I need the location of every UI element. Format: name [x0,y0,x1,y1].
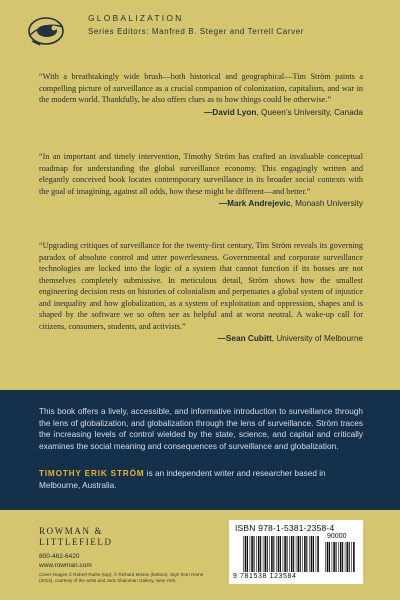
globe-logo-icon [26,11,66,51]
blurb-quote: “Upgrading critiques of surveillance for the twenty-first century, Tim Ström reveals its governing paradox of absolute control and utter powerlessness. Governmental and corporate surveillance technologies are locked into the logic of a system that cannot function if its bosses are not themselves completely submissive. In meticulous detail, Ström shows how the smallest engineering decision rests on histories of colonialism and perpetuates a global system of injustice and inequality and how globalization, as a system of exploitation and oppression, shapes and is shaped by the software we so often see as helpful and at worst neutral. A wake-up call for citizens, consumers, students, and activists.” [39,241,363,331]
isbn-addon-number: 90000 [327,533,347,540]
blurb-attribution [39,333,363,345]
author-bio-text: is an independent writer and researcher based in Melbourne, Australia. [39,469,326,490]
blurb-quote: “With a breathtakingly wide brush—both historical and geographical—Tim Ström paints a compelling picture of surveillance as a crucial companion of colonization, capitalism, and war in the modern world. Thankfully, he also offers clues as to how things could be otherwise.” [39,72,363,104]
blurb-attribution [39,198,363,210]
barcode-icon [243,536,319,572]
author-name: TIMOTHY ERIK STRÖM [39,469,145,478]
book-description: This book offers a lively, accessible, and informative introduction to surveillance through the lens of globalization, and globalization through the lens of surveillance. Ström traces the increasing levels of control wielded by the state, science, and capital and critically examines the social meaning and consequences of surveillance and globalization. [39,407,363,451]
publisher-name-line1: ROWMAN & [39,526,104,536]
addon-barcode-icon [325,542,355,572]
blurb-affiliation: , Queen’s University, Canada [256,107,363,117]
cover-credits: Cover images © Robert Rathe (top); © Richard Mosse (bottom). Sigh from Home (2012), courtesy of the artist and Jack Shainman Gallery, New York. [39,572,204,583]
isbn-label: ISBN 978-1-5381-2358-4 [235,523,335,533]
blurb-attribution [39,107,363,119]
publisher-logo [39,526,113,548]
blurb-author: —David Lyon [204,107,257,117]
blurb-quote: “In an important and timely intervention, Timothy Ström has crafted an invaluable conceptual roadmap for understanding the global surveillance economy. This engagingly written and elegantly conceived book locates contemporary surveillance in its broader social contexts with the goal of imagining, against all odds, how these might be different—and better.” [39,152,363,196]
blurb-affiliation: , University of Melbourne [271,334,363,343]
publisher-name-line2: LITTLEFIELD [39,537,113,547]
blurb-author: —Mark Andrejevic [218,199,291,208]
series-title: GLOBALIZATION [88,13,184,23]
isbn-barcode-box [229,520,363,584]
author-bio [39,468,363,491]
publisher-contact [39,552,92,570]
blurb-affiliation: , Monash University [290,199,363,208]
blurb-author: —Sean Cubitt [217,334,272,343]
blurb-1 [39,71,363,118]
publisher-website: www.rowman.com [39,562,92,569]
publisher-phone: 800-462-6420 [39,553,80,560]
description-panel [0,390,400,510]
series-editors: Series Editors: Manfred B. Steger and Terrell Carver [88,27,305,36]
blurb-3 [39,240,363,345]
blurb-2 [39,151,363,210]
barcode-number: 9 781538 123584 [233,573,297,580]
